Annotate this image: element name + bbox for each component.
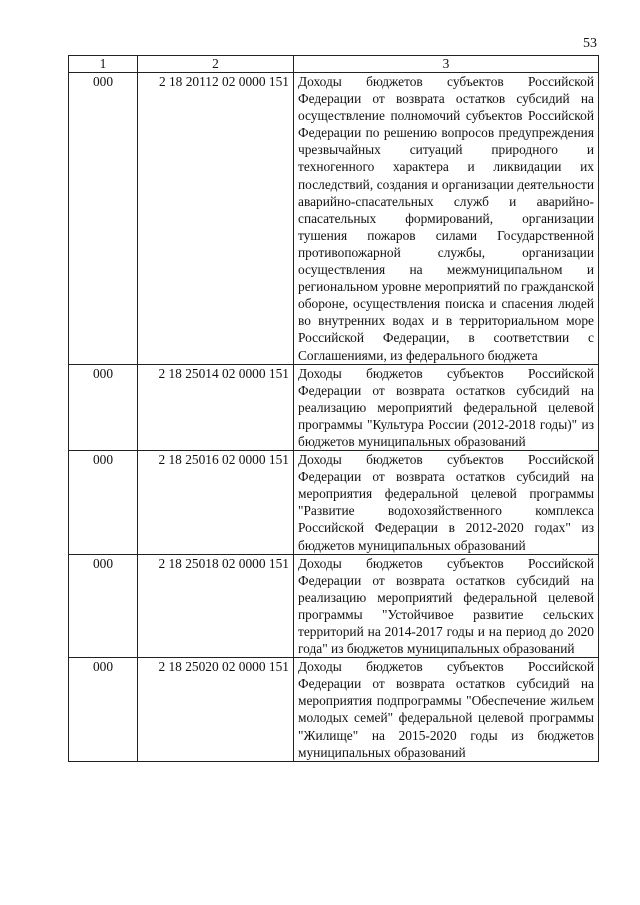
description-cell: Доходы бюджетов субъектов Российской Федерации от возврата остатков субсидий на реализацию мероприятий федеральной целевой программы "Устойчивое развитие сельских территорий на 2014-2017 годы и на период до 2020 года" из бюджетов муниципальных образований (294, 554, 599, 658)
kbk-code-cell: 2 18 25016 02 0000 151 (138, 451, 294, 555)
admin-code-cell: 000 (69, 554, 138, 658)
table-header-row (69, 56, 599, 73)
page-number: 53 (583, 36, 597, 51)
admin-code-cell: 000 (69, 451, 138, 555)
table-row (69, 554, 599, 658)
admin-code-cell: 000 (69, 73, 138, 365)
kbk-code-cell: 2 18 20112 02 0000 151 (138, 73, 294, 365)
column-header-2: 2 (138, 56, 294, 73)
table-row (69, 658, 599, 762)
table-row (69, 364, 599, 450)
table-row (69, 73, 599, 365)
budget-codes-table (68, 55, 599, 762)
column-header-1: 1 (69, 56, 138, 73)
kbk-code-cell: 2 18 25018 02 0000 151 (138, 554, 294, 658)
kbk-code-cell: 2 18 25014 02 0000 151 (138, 364, 294, 450)
description-cell: Доходы бюджетов субъектов Российской Федерации от возврата остатков субсидий на реализацию мероприятий федеральной целевой программы "Культура России (2012-2018 годы)" из бюджетов муниципальных образований (294, 364, 599, 450)
description-cell: Доходы бюджетов субъектов Российской Федерации от возврата остатков субсидий на осуществление полномочий субъектов Российской Федерации по решению вопросов предупреждения чрезвычайных ситуаций природного и техногенного характера и ликвидации их последствий, создания и организации деятельности аварийно-спасательных служб и аварийно-спасательных формирований, организации тушения пожаров силами Государственной противопожарной службы, организации осуществления на межмуниципальном и региональном уровне мероприятий по гражданской обороне, осуществления поиска и спасения людей во внутренних водах и в территориальном море Российской Федерации, в соответствии с Соглашениями, из федерального бюджета (294, 73, 599, 365)
column-header-3: 3 (294, 56, 599, 73)
admin-code-cell: 000 (69, 658, 138, 762)
description-cell: Доходы бюджетов субъектов Российской Федерации от возврата остатков субсидий на мероприятия федеральной целевой программы "Развитие водохозяйственного комплекса Российской Федерации в 2012-2020 годах" из бюджетов муниципальных образований (294, 451, 599, 555)
kbk-code-cell: 2 18 25020 02 0000 151 (138, 658, 294, 762)
table-row (69, 451, 599, 555)
description-cell: Доходы бюджетов субъектов Российской Федерации от возврата остатков субсидий на мероприятия подпрограммы "Обеспечение жильем молодых семей" федеральной целевой программы "Жилище" на 2015-2020 годы из бюджетов муниципальных образований (294, 658, 599, 762)
admin-code-cell: 000 (69, 364, 138, 450)
